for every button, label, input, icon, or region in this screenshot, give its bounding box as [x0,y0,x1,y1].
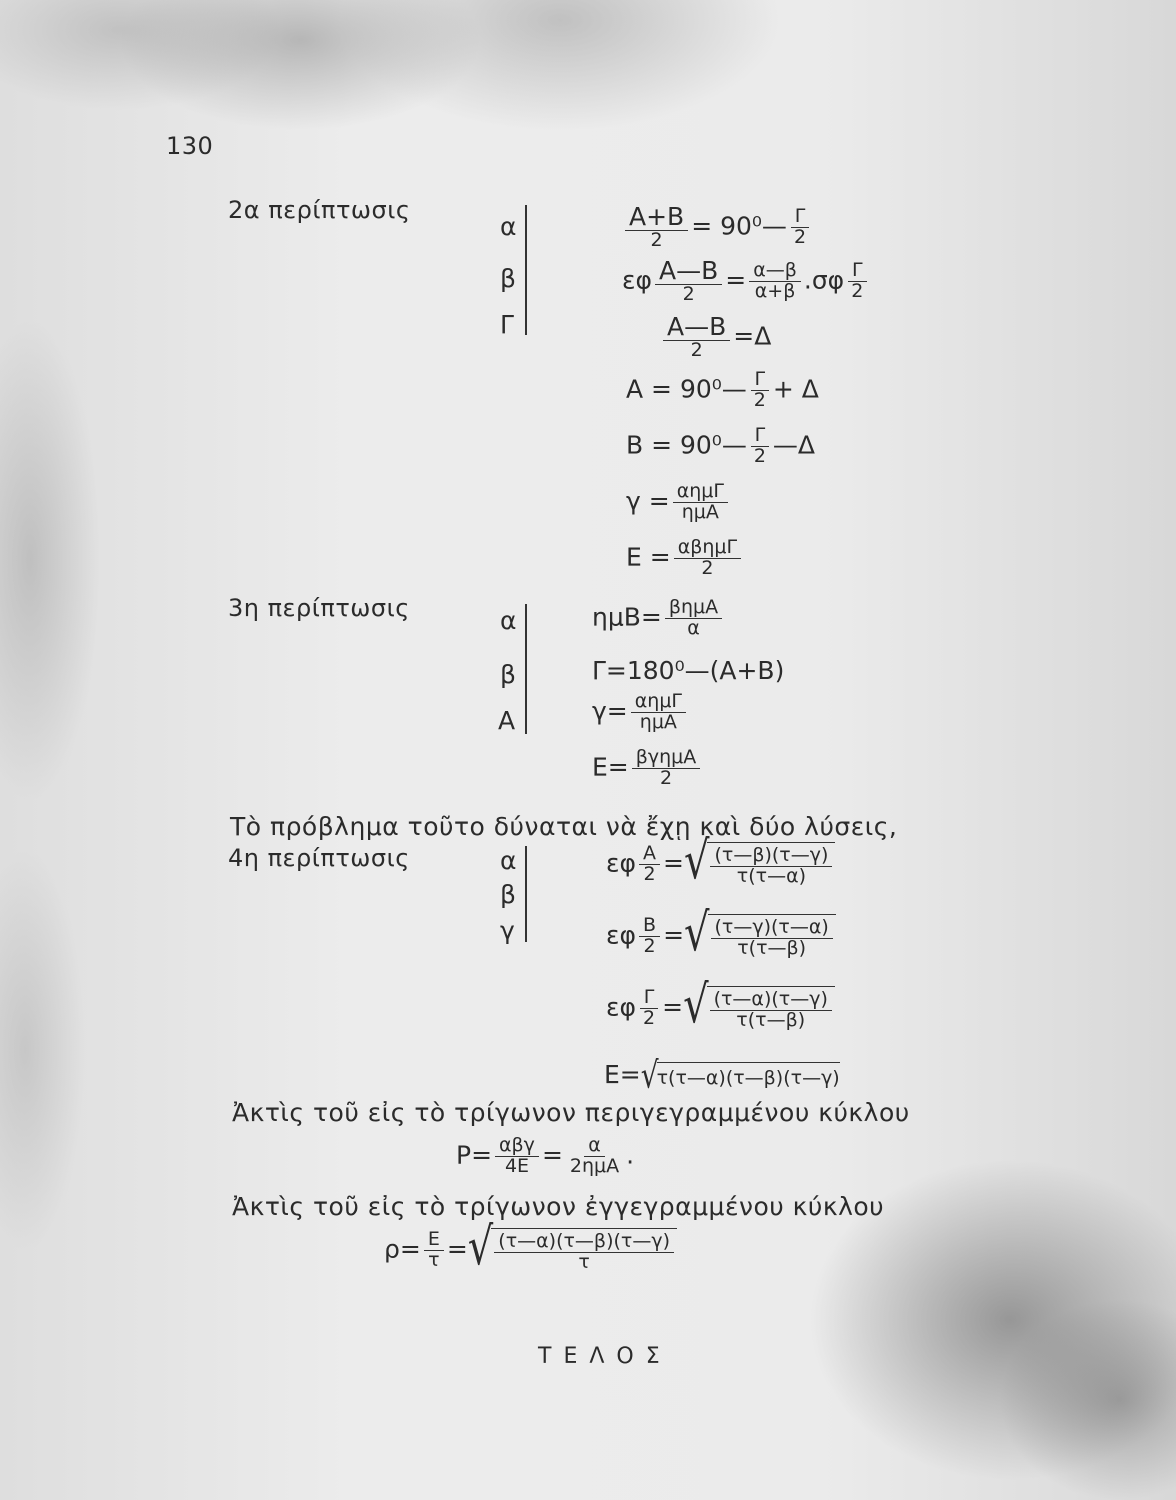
case3-label: 3η περίπτωσις [228,594,410,622]
case2-eq5: Β = 90⁰— $\frac{\Gamma}{2}$ —Δ [626,424,816,467]
case4-eq3: εφ $\frac{\Gamma}{2}$ = √ $\frac{(\tau—\alpha)(\tau—\gamma)}{\tau(\tau—\beta)}$ [606,986,835,1031]
case3-eq1: ημΒ= $\frac{\text{βημΑ}}{\alpha}$ [592,598,725,639]
case3-given-2: β [500,660,516,689]
note-text: Τὸ πρόβλημα τοῦτο δύναται νὰ ἔχῃ καὶ δύο λύσεις, [230,812,898,841]
case4-eq2: εφ $\frac{B}{2}$ = √ $\frac{(\tau—\gamma)(\tau—\alpha)}{\tau(\tau—\beta)}$ [606,914,836,959]
case4-given-1: α [500,846,517,875]
case4-given-2: β [500,880,516,909]
case3-given-1: α [500,606,517,635]
case4-eq4: Ε= √ τ(τ—α)(τ—β)(τ—γ) [604,1053,840,1097]
case2-eq6: γ = $\frac{\text{αημΓ}}{\text{ημΑ}}$ [626,482,731,523]
case2-given-2: β [500,264,516,293]
circumradius-formula: Ρ= $\frac{\text{αβγ}}{4E}$ = $\frac{\alpha}{\text{2ημΑ}}$ . [456,1134,635,1177]
inradius-formula: ρ= $\frac{E}{\tau}$ = √ $\frac{(\tau—\alpha)(\tau—\beta)(\tau—\gamma)}{\tau}$ [384,1228,677,1273]
case4-label: 4η περίπτωσις [228,844,410,872]
end-title: ΤΕΛΟΣ [538,1344,672,1369]
case4-divider [525,846,527,942]
case2-label: 2α περίπτωσις [228,196,411,224]
case2-divider [525,205,527,335]
case2-eq2: εφ $\frac{A—B}{2}$ = $\frac{\alpha—\beta}{\alpha+\beta}$ .σφ $\frac{\Gamma}{2}$ [622,258,870,305]
inradius-label: Ἀκτὶς τοῦ εἰς τὸ τρίγωνον ἐγγεγραμμένου κύκλου [232,1192,885,1221]
case3-eq4: Ε= $\frac{\text{βγημΑ}}{2}$ [592,748,703,789]
case2-eq4: Α = 90⁰— $\frac{\Gamma}{2}$ + Δ [626,368,819,411]
page-number: 130 [166,132,214,160]
case4-given-3: γ [500,916,515,945]
case3-divider [525,604,527,734]
case2-given-1: α [500,212,517,241]
case2-eq7: Ε = $\frac{\text{αβημΓ}}{2}$ [626,538,744,579]
case4-eq1: εφ $\frac{A}{2}$ = √ $\frac{(\tau—\beta)(\tau—\gamma)}{\tau(\tau—\alpha)}$ [606,842,835,887]
case3-given-3: Α [498,706,516,735]
case2-eq3: $\frac{A—B}{2}$ =Δ [660,314,771,361]
case3-eq2: Γ=180⁰—(Α+Β) [592,656,785,685]
circumradius-label: Ἀκτὶς τοῦ εἰς τὸ τρίγωνον περιγεγραμμένου κύκλου [232,1098,910,1127]
case2-given-3: Γ [500,310,514,339]
case2-eq1: $\frac{A+B}{2}$ = 90⁰— $\frac{\Gamma}{2}$ [622,204,813,251]
case3-eq3: γ= $\frac{\text{αημΓ}}{\text{ημΑ}}$ [592,692,689,733]
